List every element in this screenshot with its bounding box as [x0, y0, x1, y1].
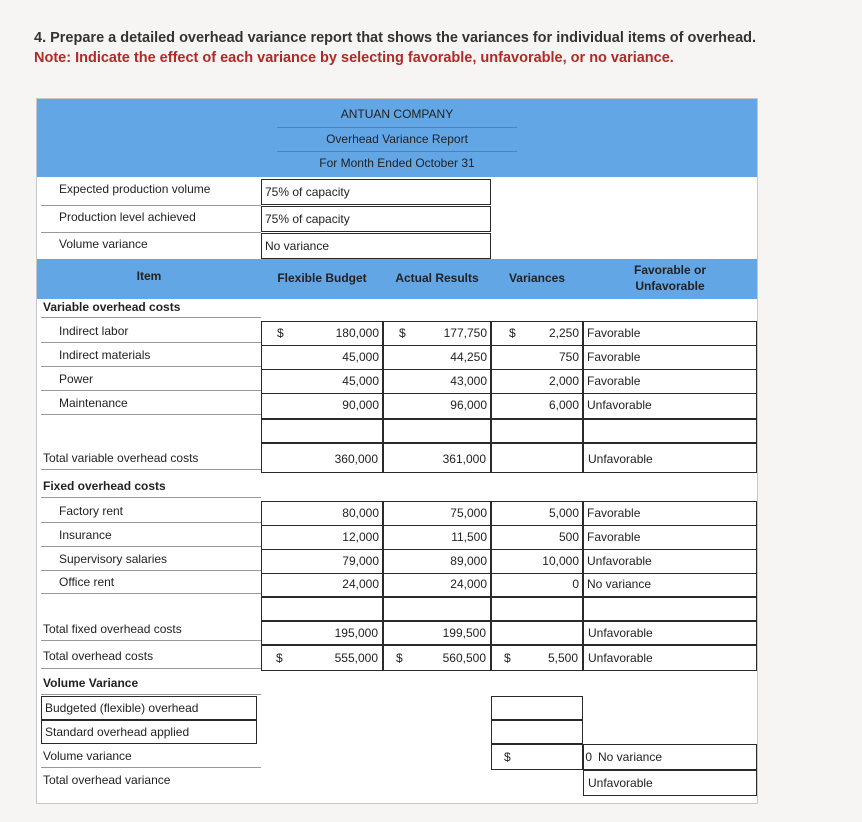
total-overhead-variance-label: Total overhead variance: [43, 773, 171, 787]
actual-value[interactable]: 11,500: [451, 530, 487, 544]
col-fav-line1: Favorable or: [633, 263, 707, 277]
fixed-spacer-flex[interactable]: [261, 597, 383, 621]
actual-value[interactable]: 89,000: [450, 554, 487, 568]
volume-variance-top-select[interactable]: [261, 233, 491, 259]
total-variable-actual: 361,000: [442, 452, 486, 466]
dollar-sign: $: [504, 651, 511, 665]
applied-overhead-label: Standard overhead applied: [45, 725, 190, 739]
col-item: Item: [136, 269, 162, 283]
volume-variance-effect: No variance: [598, 750, 663, 764]
actual-value[interactable]: 43,000: [450, 374, 487, 388]
instructions: [34, 28, 854, 68]
total-fixed-actual-box[interactable]: [383, 621, 491, 645]
total-variable-actual-box[interactable]: [383, 443, 491, 473]
variance-value[interactable]: 0: [572, 577, 579, 591]
total-overhead-effect-select[interactable]: [583, 645, 757, 671]
fixed-item-label: Factory rent: [59, 504, 124, 518]
total-variable-effect-select[interactable]: [583, 443, 757, 473]
variance-value[interactable]: 2,000: [548, 374, 579, 388]
col-flexible-budget: Flexible Budget: [277, 271, 367, 285]
variance-value[interactable]: 5,000: [548, 506, 579, 520]
volume-variance-label: Volume variance: [43, 749, 132, 763]
col-fav-line2: Unfavorable: [635, 279, 705, 293]
volume-variance-input[interactable]: [491, 744, 583, 770]
total-overhead-actual: 560,500: [442, 651, 486, 665]
var-spacer-flex[interactable]: [261, 419, 383, 443]
total-fixed-effect-select[interactable]: [583, 621, 757, 645]
volume-variance-value: 0: [585, 750, 592, 764]
total-fixed-flex-box[interactable]: [261, 621, 383, 645]
budgeted-overhead-select[interactable]: [41, 696, 257, 720]
total-overhead-flex-box[interactable]: [261, 645, 383, 671]
total-variable-flex-box[interactable]: [261, 443, 383, 473]
fixed-item-label: Insurance: [59, 528, 112, 542]
fixed-spacer-actual[interactable]: [383, 597, 491, 621]
flex-value[interactable]: 12,000: [342, 530, 379, 544]
total-overhead-variance: 5,500: [547, 651, 578, 665]
total-overhead-flex: 555,000: [334, 651, 378, 665]
dollar-sign: $: [276, 651, 283, 665]
fixed-heading: Fixed overhead costs: [43, 479, 166, 493]
flex-value[interactable]: 180,000: [335, 326, 379, 340]
note-text: Note: Indicate the effect of each variance by selecting favorable, unfavorable, or no variance.: [34, 50, 674, 66]
dollar-sign: $: [509, 326, 516, 340]
variance-value[interactable]: 2,250: [548, 326, 579, 340]
report-title: Overhead Variance Report: [326, 132, 468, 146]
dollar-sign: $: [277, 326, 284, 340]
flex-value[interactable]: 80,000: [342, 506, 379, 520]
total-variable-label: Total variable overhead costs: [43, 451, 199, 465]
volume-variance-effect-select[interactable]: [583, 744, 757, 770]
variance-value[interactable]: 500: [558, 530, 579, 544]
report-period: For Month Ended October 31: [319, 156, 475, 170]
total-overhead-label: Total overhead costs: [43, 649, 154, 663]
volume-heading: Volume Variance: [43, 676, 139, 690]
flex-value[interactable]: 90,000: [342, 398, 379, 412]
flex-value[interactable]: 45,000: [342, 374, 379, 388]
variance-value[interactable]: 10,000: [542, 554, 579, 568]
budgeted-overhead-label: Budgeted (flexible) overhead: [45, 701, 199, 715]
actual-value[interactable]: 44,250: [450, 350, 487, 364]
var-item-label: Indirect labor: [59, 324, 129, 338]
volume-variance-top-label: Volume variance: [59, 237, 148, 251]
expected-volume-value: 75% of capacity: [265, 185, 350, 199]
achieved-level-label: Production level achieved: [59, 210, 196, 224]
achieved-level-select[interactable]: [261, 206, 491, 232]
effect-value[interactable]: Unfavorable: [587, 554, 652, 568]
variable-heading: Variable overhead costs: [43, 300, 181, 314]
flex-value[interactable]: 45,000: [342, 350, 379, 364]
effect-value[interactable]: Favorable: [587, 326, 641, 340]
fixed-item-label: Supervisory salaries: [59, 552, 168, 566]
total-fixed-actual: 199,500: [442, 626, 486, 640]
effect-value[interactable]: Favorable: [587, 530, 641, 544]
volume-variance-top-value: No variance: [265, 239, 330, 253]
var-spacer-variance[interactable]: [491, 419, 583, 443]
variance-report-sheet: [36, 98, 758, 804]
total-overhead-variance-effect: Unfavorable: [588, 776, 653, 790]
applied-overhead-input[interactable]: [491, 720, 583, 744]
var-spacer-actual[interactable]: [383, 419, 491, 443]
effect-value[interactable]: Favorable: [587, 506, 641, 520]
achieved-level-value: 75% of capacity: [265, 212, 350, 226]
effect-value[interactable]: Favorable: [587, 374, 641, 388]
total-overhead-actual-box[interactable]: [383, 645, 491, 671]
company-name: ANTUAN COMPANY: [340, 107, 454, 121]
fixed-item-label: Office rent: [59, 575, 115, 589]
total-fixed-flex: 195,000: [334, 626, 378, 640]
actual-value[interactable]: 96,000: [450, 398, 487, 412]
flex-value[interactable]: 24,000: [342, 577, 379, 591]
fixed-spacer-effect[interactable]: [583, 597, 757, 621]
total-variable-flex: 360,000: [334, 452, 378, 466]
actual-value[interactable]: 75,000: [450, 506, 487, 520]
variance-value[interactable]: 6,000: [548, 398, 579, 412]
total-fixed-variance-box[interactable]: [491, 621, 583, 645]
effect-value[interactable]: Favorable: [587, 350, 641, 364]
budgeted-overhead-input[interactable]: [491, 696, 583, 720]
var-item-label: Indirect materials: [59, 348, 151, 362]
variance-value[interactable]: 750: [558, 350, 579, 364]
expected-volume-select[interactable]: [261, 179, 491, 205]
expected-volume-label: Expected production volume: [59, 182, 211, 196]
applied-overhead-select[interactable]: [41, 720, 257, 744]
dollar-sign: $: [504, 750, 511, 764]
var-item-label: Power: [59, 372, 94, 386]
dollar-sign: $: [399, 326, 406, 340]
actual-value[interactable]: 24,000: [450, 577, 487, 591]
effect-value[interactable]: Unfavorable: [587, 398, 652, 412]
flex-value[interactable]: 79,000: [342, 554, 379, 568]
dollar-sign: $: [396, 651, 403, 665]
col-actual-results: Actual Results: [395, 271, 479, 285]
total-variable-effect: Unfavorable: [588, 452, 653, 466]
col-variances: Variances: [508, 271, 566, 285]
total-overhead-effect: Unfavorable: [588, 651, 653, 665]
question-text: 4. Prepare a detailed overhead variance report that shows the variances for individual items of overhead.: [34, 30, 757, 46]
total-overhead-variance-box[interactable]: [491, 645, 583, 671]
fixed-spacer-variance[interactable]: [491, 597, 583, 621]
total-overhead-variance-select[interactable]: [583, 770, 757, 796]
var-item-label: Maintenance: [59, 396, 128, 410]
total-fixed-effect: Unfavorable: [588, 626, 653, 640]
total-fixed-label: Total fixed overhead costs: [43, 622, 182, 636]
total-variable-variance-box[interactable]: [491, 443, 583, 473]
actual-value[interactable]: 177,750: [443, 326, 487, 340]
var-spacer-effect[interactable]: [583, 419, 757, 443]
effect-value[interactable]: No variance: [587, 577, 652, 591]
